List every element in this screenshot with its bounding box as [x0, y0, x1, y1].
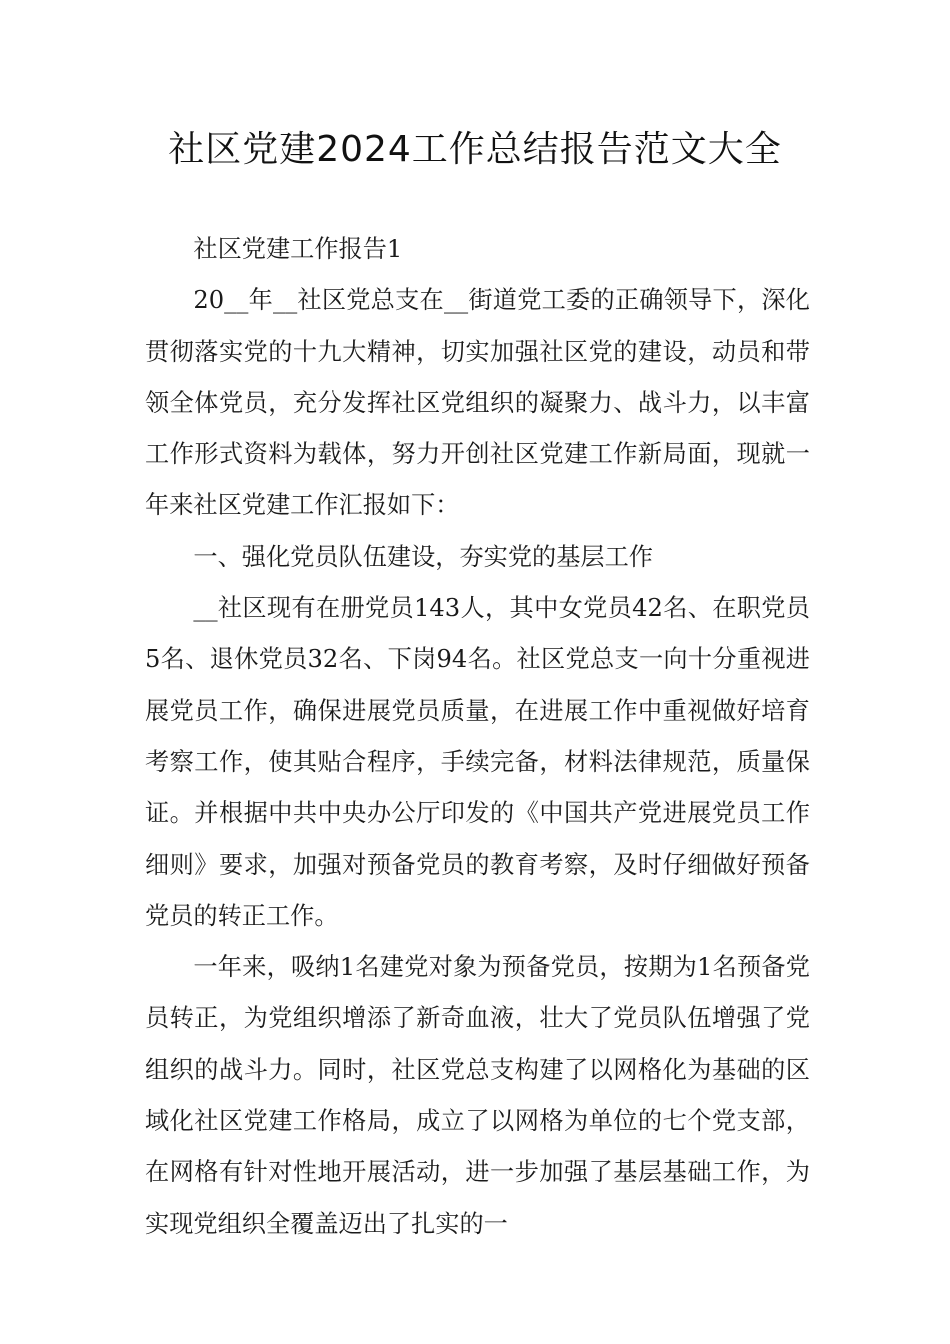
section-heading-1: 一、强化党员队伍建设，夯实党的基层工作 — [193, 542, 653, 571]
paragraph-membership: __社区现有在册党员143人，其中女党员42名、在职党员5名、退休党员32名、下岗94名。社区党总支一向十分重视进展党员工作，确保进展党员质量，在进展工作中重视做好培育考察工作，使其贴合程序，手续完备，材料法律规范，质量保证。并根据中共中央办公厅印发的《中国共产党进展党员工作细则》要求，加强对预备党员的教育考察，及时仔细做好预备党员的转正工作。 — [145, 594, 810, 930]
paragraph-year-summary: 一年来，吸纳1名建党对象为预备党员，按期为1名预备党员转正，为党组织增添了新奇血液，壮大了党员队伍增强了党组织的战斗力。同时，社区党总支构建了以网格化为基础的区域化社区党建工作格局，成立了以网格为单位的七个党支部，在网格有针对性地开展活动，进一步加强了基层基础工作，为实现党组织全覆盖迈出了扎实的一 — [145, 953, 810, 1238]
document-body — [145, 224, 810, 1250]
paragraph-intro: 20__年__社区党总支在__街道党工委的正确领导下，深化贯彻落实党的十九大精神，切实加强社区党的建设，动员和带领全体党员，充分发挥社区党组织的凝聚力、战斗力，以丰富工作形式资料为载体，努力开创社区党建工作新局面，现就一年来社区党建工作汇报如下： — [145, 286, 810, 520]
section-heading-report-1: 社区党建工作报告1 — [193, 235, 403, 263]
document-title: 社区党建2024工作总结报告范文大全 — [168, 129, 782, 170]
